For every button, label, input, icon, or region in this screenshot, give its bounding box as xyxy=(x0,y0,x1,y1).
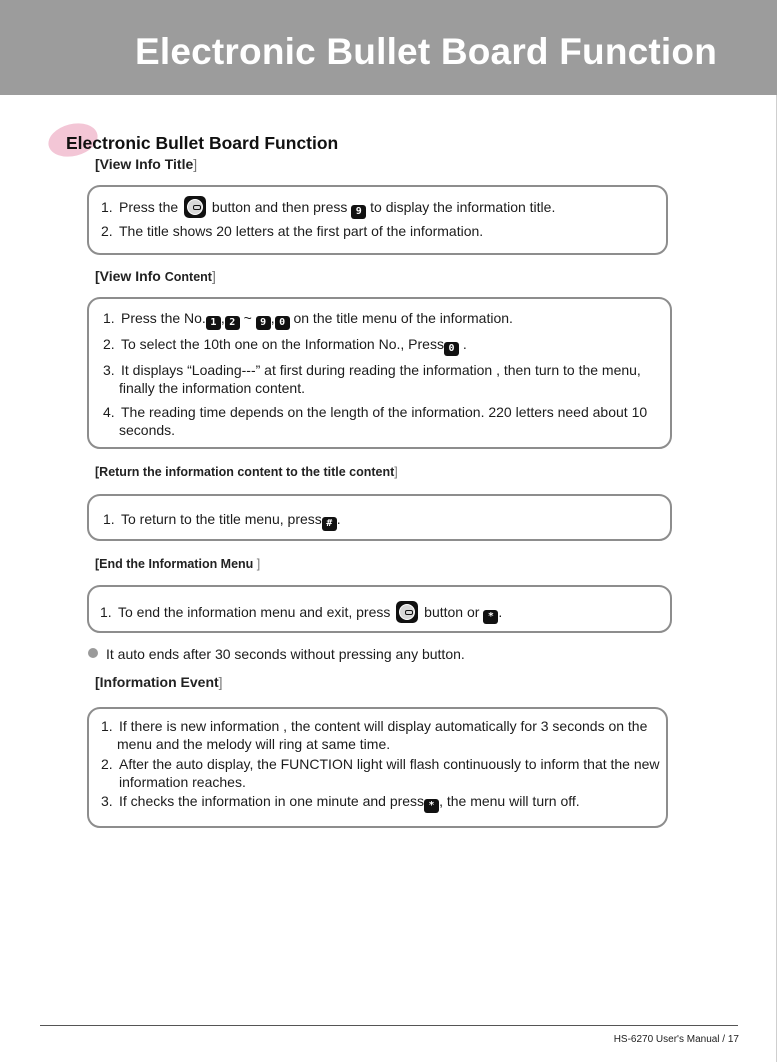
list-item: 2. To select the 10th one on the Information No., Press 0 . xyxy=(103,336,467,354)
page-footer: HS-6270 User's Manual / 17 xyxy=(613,1034,739,1045)
key-9-icon: 9 xyxy=(256,316,271,330)
list-item: 4. The reading time depends on the length of the information. 220 letters need about 10 xyxy=(103,404,648,420)
list-item: 1. To return to the title menu, press # . xyxy=(103,511,341,529)
key-2-icon: 2 xyxy=(225,316,240,330)
heading-return-content: [Return the information content to the title content] xyxy=(95,465,398,479)
list-item: 2. After the auto display, the FUNCTION light will flash continuously to inform that the new xyxy=(101,756,660,772)
list-item-continuation: menu and the melody will ring at same time. xyxy=(117,736,391,752)
section-title: Electronic Bullet Board Function xyxy=(66,133,339,153)
list-item: 2. The title shows 20 letters at the first part of the information. xyxy=(101,223,484,239)
page-title: Electronic Bullet Board Function xyxy=(135,31,717,72)
star-key-icon: * xyxy=(424,799,439,813)
auto-end-note: It auto ends after 30 seconds without pressing any button. xyxy=(106,646,465,662)
list-item: 3. It displays “Loading---” at first during reading the information , then turn to the menu, xyxy=(103,362,641,378)
hash-key-icon: # xyxy=(322,517,337,531)
key-0-icon: 0 xyxy=(275,316,290,330)
heading-view-info-title: [View Info Title] xyxy=(95,156,198,172)
list-item: 1. If there is new information , the content will display automatically for 3 seconds on the xyxy=(101,718,648,734)
heading-information-event: [Information Event] xyxy=(95,674,223,690)
list-item: 3. If checks the information in one minute and press * , the menu will turn off. xyxy=(101,793,580,811)
list-item: 1. Press the button and then press 9 to display the information title. xyxy=(101,196,555,219)
key-0-icon: 0 xyxy=(444,342,459,356)
list-item: 1. Press the No. 1 , 2 ~ 9 , 0 on the title menu of the information. xyxy=(103,310,513,328)
function-key-icon xyxy=(184,196,206,218)
list-item: 1. To end the information menu and exit, press button or * . xyxy=(100,601,502,624)
list-item-continuation: finally the information content. xyxy=(119,380,305,396)
footer-divider xyxy=(40,1025,738,1026)
star-key-icon: * xyxy=(483,610,498,624)
list-item-continuation: information reaches. xyxy=(119,774,246,790)
heading-view-info-content: [View Info Content] xyxy=(95,268,216,284)
list-item-continuation: seconds. xyxy=(119,422,176,438)
key-9-icon: 9 xyxy=(351,205,366,219)
function-key-icon xyxy=(396,601,418,623)
bullet-icon xyxy=(88,648,98,658)
page-header xyxy=(0,0,777,95)
key-1-icon: 1 xyxy=(206,316,221,330)
heading-end-menu: [End the Information Menu ] xyxy=(95,557,261,571)
